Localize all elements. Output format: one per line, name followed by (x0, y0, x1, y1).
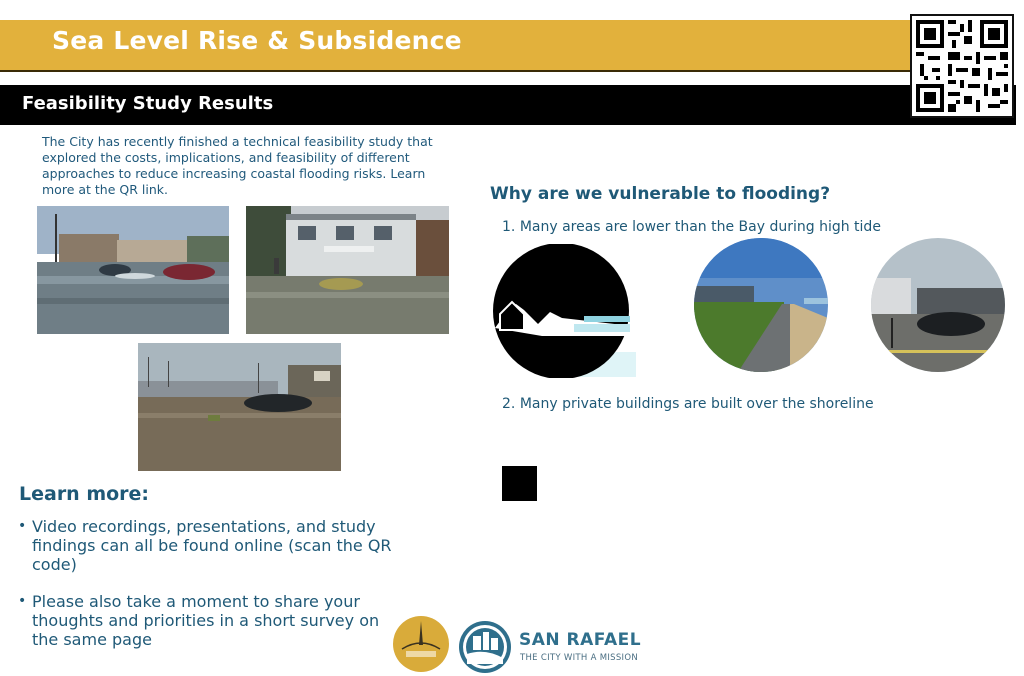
shoreline-path-photo (694, 238, 828, 372)
reason-1 (502, 219, 881, 235)
learn-more-heading: Learn more: (19, 483, 150, 505)
qr-code-icon[interactable] (910, 14, 1014, 118)
bullet-icon: • (18, 593, 27, 609)
title-banner (0, 20, 912, 72)
reason-1-text: Many areas are lower than the Bay during high tide (519, 219, 881, 235)
bullet-icon: • (18, 518, 27, 534)
flood-photo-marina (138, 343, 341, 471)
reason-2 (502, 396, 874, 412)
learn-more-item-2-text: Please also take a moment to share your thoughts and priorities in a short survey on the same page (32, 592, 380, 649)
learn-more-item-1 (18, 517, 398, 574)
learn-more-item-1-text: Video recordings, presentations, and study findings can all be found online (scan the QR code) (32, 517, 392, 574)
intro-paragraph: The City has recently finished a technical feasibility study that explored the costs, implications, and feasibility of different approaches to reduce increasing coastal flooding risks. Learn more at the QR link. (42, 134, 433, 197)
page-subtitle: Feasibility Study Results (22, 93, 274, 114)
learn-more-list (18, 517, 398, 667)
county-of-marin-seal-icon (392, 615, 450, 673)
san-rafael-name: SAN RAFAEL (519, 630, 642, 650)
reason-2-text: Many private buildings are built over the shoreline (519, 396, 874, 412)
elevation-diagram (492, 244, 638, 378)
vulnerability-heading: Why are we vulnerable to flooding? (490, 184, 831, 204)
placeholder-image (502, 466, 537, 501)
waterfront-parking-photo (871, 238, 1005, 372)
page-title: Sea Level Rise & Subsidence (52, 26, 462, 55)
san-rafael-tagline: THE CITY WITH A MISSION (520, 653, 638, 663)
subtitle-banner (0, 85, 1016, 125)
reason-2-number: 2. (502, 396, 516, 412)
flood-photo-house (246, 206, 449, 334)
san-rafael-seal-icon (458, 620, 512, 674)
flood-photo-street (37, 206, 229, 334)
reason-1-number: 1. (502, 219, 516, 235)
learn-more-item-2 (18, 592, 398, 649)
